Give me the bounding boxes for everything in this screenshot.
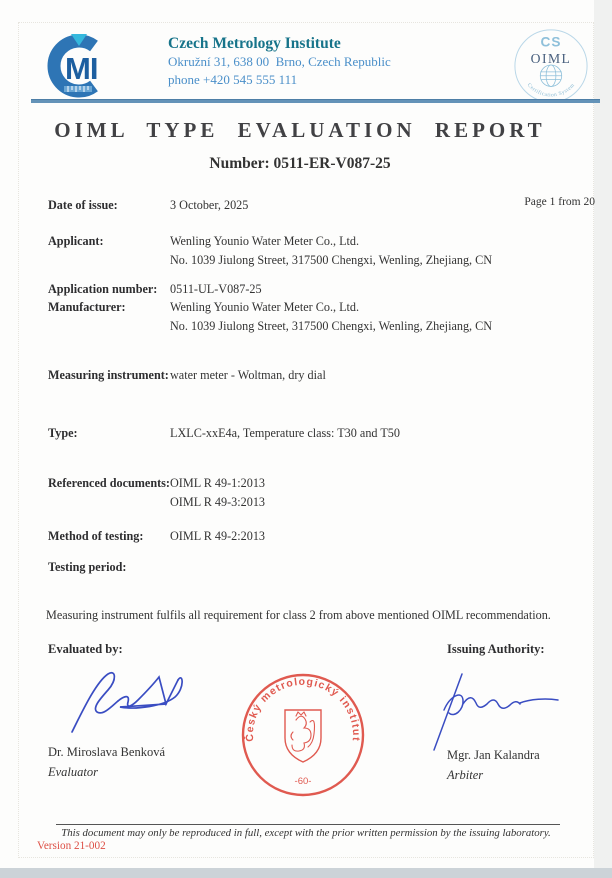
evaluated-by-label: Evaluated by: <box>48 642 123 656</box>
report-number: Number: 0511-ER-V087-25 <box>209 155 391 172</box>
field-date-of-issue <box>48 196 248 215</box>
institute-address: Okružní 31, 638 00 Brno, Czech Republic <box>168 54 391 69</box>
evaluator-name: Dr. Miroslava Benková <box>48 745 165 759</box>
field-value: 3 October, 2025 <box>170 198 249 212</box>
field-label: Testing period: <box>48 560 127 574</box>
field-label: Measuring instrument: <box>48 368 169 382</box>
field-applicant <box>48 232 492 270</box>
field-label: Applicant: <box>48 234 104 248</box>
cmi-logo-icon <box>42 30 116 103</box>
field-testing-period <box>48 558 170 577</box>
cmi-round-stamp <box>238 670 368 805</box>
institute-name: Czech Metrology Institute <box>168 35 341 52</box>
field-value: Wenling Younio Water Meter Co., Ltd. No. 1039 Jiulong Street, 317500 Chengxi, Wenling, Zhejiang, CN <box>170 300 493 333</box>
field-value: OIML R 49-1:2013 OIML R 49-3:2013 <box>170 476 266 509</box>
field-value: OIML R 49-2:2013 <box>170 529 266 543</box>
field-label: Referenced documents: <box>48 476 170 490</box>
svg-text:OIML: OIML <box>530 51 572 67</box>
field-label: Manufacturer: <box>48 300 126 314</box>
field-measuring-instrument <box>48 366 326 385</box>
issuing-authority-label: Issuing Authority: <box>447 642 545 656</box>
oiml-cs-seal-icon <box>512 27 590 110</box>
svg-text:Certification System: Certification System <box>525 82 577 99</box>
svg-text:Český metrologický institut: Český metrologický institut <box>243 675 363 743</box>
field-value: 0511-UL-V087-25 <box>170 282 262 296</box>
page-indicator: Page 1 from 20 <box>524 196 595 208</box>
footer-version: Version 21-002 <box>37 840 106 852</box>
svg-text:-60-: -60- <box>294 776 312 787</box>
conformity-statement: Measuring instrument fulfils all requirement for class 2 from above mentioned OIML recommendation. <box>46 608 551 622</box>
field-label: Method of testing: <box>48 529 144 543</box>
field-referenced-documents <box>48 474 265 512</box>
arbiter-name: Mgr. Jan Kalandra <box>447 748 540 762</box>
header-divider <box>31 99 600 103</box>
scan-bottom-edge <box>0 868 612 878</box>
footer-divider <box>56 824 560 825</box>
field-value: LXLC-xxE4a, Temperature class: T30 and T50 <box>170 426 400 440</box>
field-type <box>48 424 400 443</box>
page-title: OIML TYPE EVALUATION REPORT <box>54 118 546 142</box>
svg-text:MI: MI <box>65 51 98 86</box>
arbiter-role: Arbiter <box>447 768 484 782</box>
field-value: Wenling Younio Water Meter Co., Ltd. No. 1039 Jiulong Street, 317500 Chengxi, Wenling, Zhejiang, CN <box>170 234 493 267</box>
field-application-number <box>48 280 262 299</box>
field-value: water meter - Woltman, dry dial <box>170 368 326 382</box>
field-label: Date of issue: <box>48 198 118 212</box>
evaluator-signature <box>62 660 197 745</box>
svg-text:CS: CS <box>540 34 562 50</box>
field-label: Application number: <box>48 282 158 296</box>
header-institute-block <box>168 35 391 89</box>
arbiter-signature <box>412 668 572 758</box>
field-method-of-testing <box>48 527 265 546</box>
footer-notice: This document may only be reproduced in full, except with the prior written permission by the issuing laboratory. <box>61 827 551 839</box>
field-manufacturer <box>48 298 492 336</box>
field-label: Type: <box>48 426 78 440</box>
institute-phone: phone +420 545 555 111 <box>168 72 298 87</box>
evaluator-role: Evaluator <box>48 765 98 779</box>
